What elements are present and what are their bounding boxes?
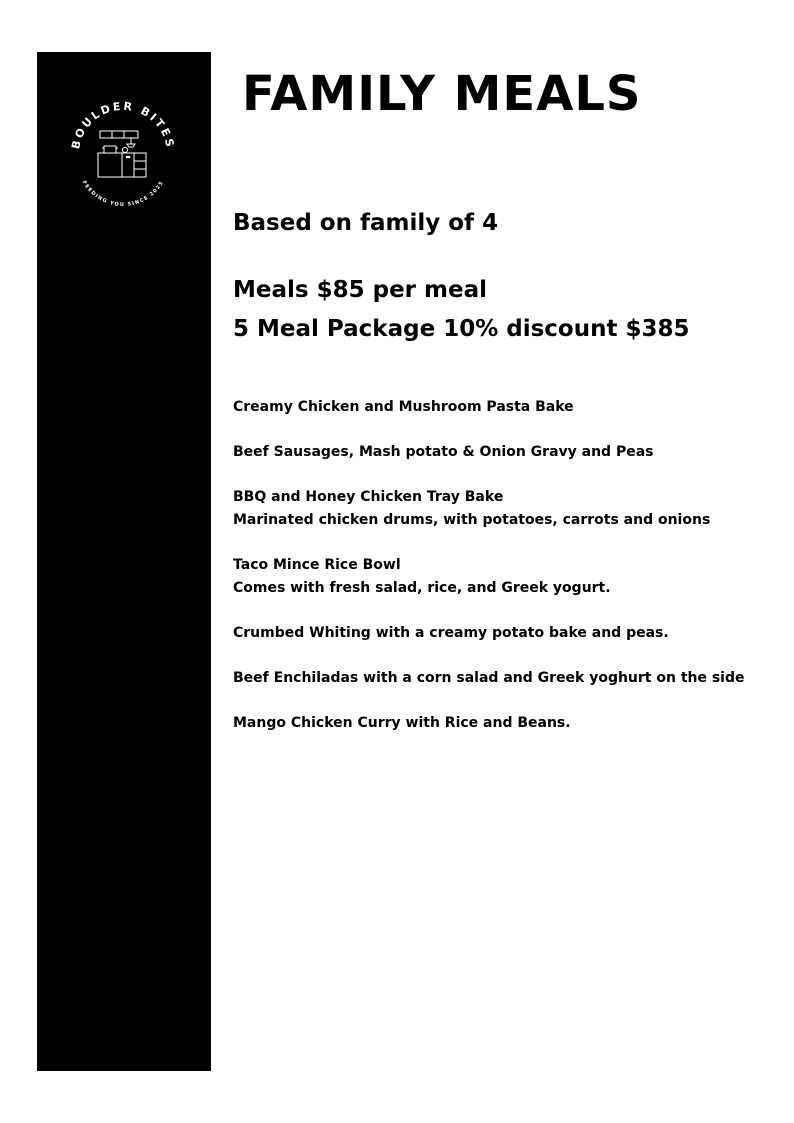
menu-item — [233, 622, 778, 645]
menu-item — [233, 554, 778, 600]
menu-item-name: Taco Mince Rice Bowl — [233, 557, 401, 573]
menu-item-description: Marinated chicken drums, with potatoes, carrots and onions — [233, 512, 711, 528]
menu-item — [233, 667, 778, 690]
menu-list — [233, 396, 778, 757]
menu-item-name: Crumbed Whiting with a creamy potato bake and peas. — [233, 625, 669, 641]
menu-item-name: Creamy Chicken and Mushroom Pasta Bake — [233, 399, 574, 415]
menu-item — [233, 396, 778, 419]
boulder-bites-logo — [63, 96, 183, 208]
menu-item — [233, 486, 778, 532]
logo-brand-text: BOULDER BITES — [69, 99, 177, 151]
menu-item-name: Beef Sausages, Mash potato & Onion Gravy and Peas — [233, 444, 654, 460]
page-title: FAMILY MEALS — [242, 66, 642, 122]
package-price: 5 Meal Package 10% discount $385 — [233, 316, 690, 342]
menu-item-name: BBQ and Honey Chicken Tray Bake — [233, 489, 504, 505]
family-size-note: Based on family of 4 — [233, 210, 499, 236]
menu-item — [233, 441, 778, 464]
menu-item-description: Comes with fresh salad, rice, and Greek yogurt. — [233, 580, 611, 596]
menu-item — [233, 712, 778, 735]
logo-tagline-text: FEEDING YOU SINCE 2025 — [80, 179, 166, 208]
menu-item-name: Mango Chicken Curry with Rice and Beans. — [233, 715, 571, 731]
meal-price: Meals $85 per meal — [233, 277, 487, 303]
menu-item-name: Beef Enchiladas with a corn salad and Greek yoghurt on the side — [233, 670, 745, 686]
kitchen-icon — [98, 131, 146, 177]
